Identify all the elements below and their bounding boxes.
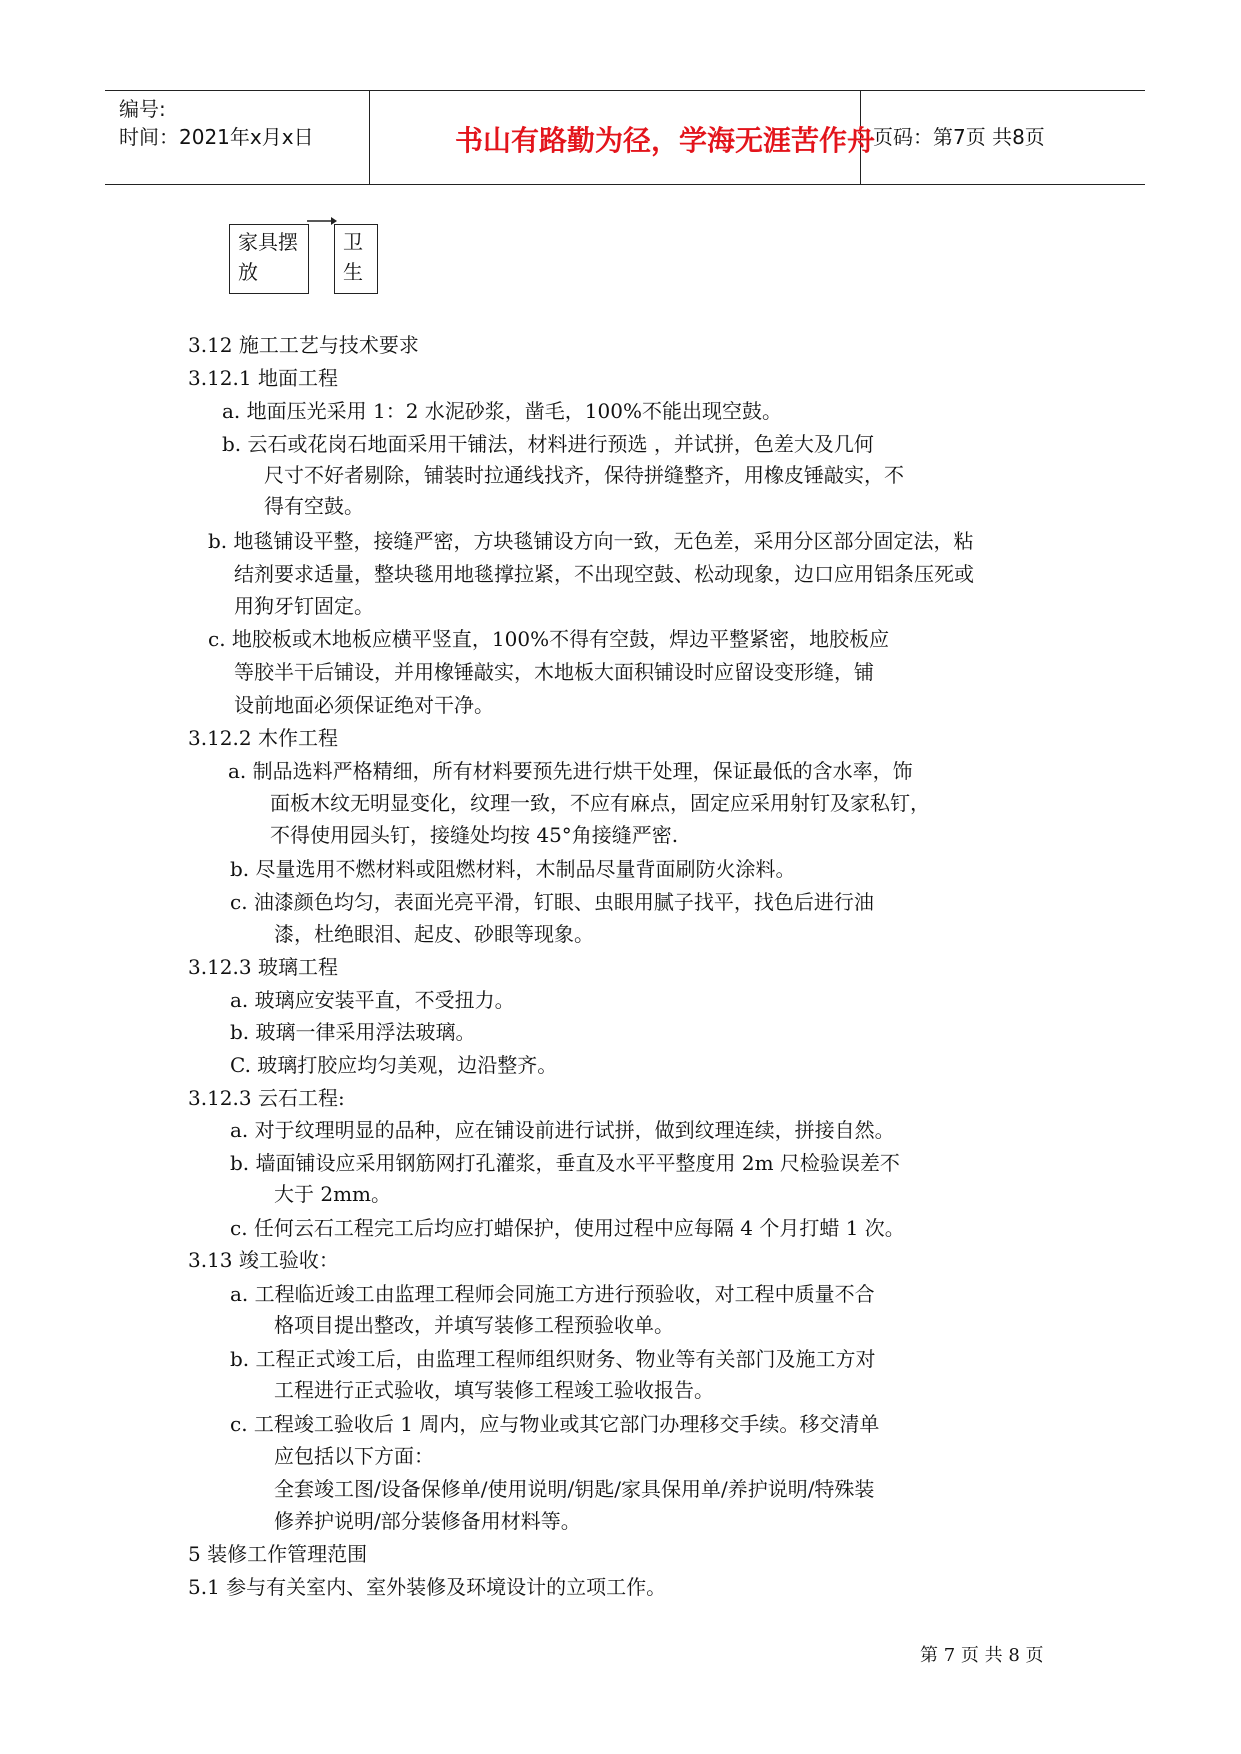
list-item: a. 玻璃应安装平直，不受扭力。: [230, 988, 515, 1012]
list-item: c. 地胶板或木地板应横平竖直，100%不得有空鼓，焊边平整紧密，地胶板应: [208, 627, 890, 651]
section-heading: 3.13 竣工验收：: [188, 1248, 339, 1272]
list-item-cont: 尺寸不好者剔除，铺装时拉通线找齐，保待拼缝整齐，用橡皮锤敲实，不: [264, 463, 904, 487]
list-item: a. 制品选料严格精细，所有材料要预先进行烘干处理，保证最低的含水率，饰: [228, 759, 913, 783]
list-item-cont: 得有空鼓。: [264, 494, 364, 518]
list-item-cont: 漆，杜绝眼泪、起皮、砂眼等现象。: [274, 922, 594, 946]
list-item: b. 玻璃一律采用浮法玻璃。: [230, 1020, 476, 1044]
list-item: b. 地毯铺设平整，接缝严密，方块毯铺设方向一致，无色差，采用分区部分固定法，粘: [208, 529, 974, 553]
list-item-cont: 应包括以下方面：: [274, 1444, 434, 1468]
list-item: b. 云石或花岗石地面采用干铺法，材料进行预选 ，并试拼，色差大及几何: [222, 432, 874, 456]
subsection-heading: 3.12.1 地面工程: [188, 366, 338, 390]
arrow-right-icon: [307, 214, 337, 228]
list-item: b. 墙面铺设应采用钢筋网打孔灌浆，垂直及水平平整度用 2m 尺检验误差不: [230, 1151, 900, 1175]
header-left: [119, 95, 314, 151]
list-item-cont: 设前地面必须保证绝对干净。: [234, 693, 494, 717]
section-heading: 5 装修工作管理范围: [188, 1542, 368, 1566]
section-heading: 3.12 施工工艺与技术要求: [188, 333, 419, 357]
list-item: c. 油漆颜色均匀，表面光亮平滑，钉眼、虫眼用腻子找平，找色后进行油: [230, 890, 874, 914]
list-item: c. 任何云石工程完工后均应打蜡保护，使用过程中应每隔 4 个月打蜡 1 次。: [230, 1216, 905, 1240]
subsection-heading: 3.12.3 云石工程:: [188, 1086, 345, 1110]
flow-box-cleaning: 卫生: [334, 224, 378, 294]
section-item: 5.1 参与有关室内、室外装修及环境设计的立项工作。: [188, 1575, 667, 1599]
list-item-cont: 修养护说明/部分装修备用材料等。: [274, 1509, 581, 1533]
list-item-cont: 面板木纹无明显变化，纹理一致，不应有麻点，固定应采用射钉及家私钉，: [270, 791, 930, 815]
motto: 书山有路勤为径，学海无涯苦作舟: [454, 124, 875, 157]
flow-box-furniture: 家具摆放: [229, 224, 309, 294]
list-item-cont: 格项目提出整改，并填写装修工程预验收单。: [274, 1313, 674, 1337]
subsection-heading: 3.12.2 木作工程: [188, 726, 338, 750]
list-item: c. 工程竣工验收后 1 周内，应与物业或其它部门办理移交手续。移交清单: [230, 1412, 880, 1436]
list-item: a. 工程临近竣工由监理工程师会同施工方进行预验收，对工程中质量不合: [230, 1282, 875, 1306]
list-item-cont: 全套竣工图/设备保修单/使用说明/钥匙/家具保用单/养护说明/特殊装: [274, 1477, 875, 1501]
page-footer: 第 7 页 共 8 页: [920, 1645, 1044, 1666]
time-label: 时间：2021年x月x日: [119, 125, 314, 149]
list-item-cont: 不得使用园头钉，接缝处均按 45°角接缝严密.: [270, 823, 679, 847]
subsection-heading: 3.12.3 玻璃工程: [188, 955, 338, 979]
list-item-cont: 大于 2mm。: [274, 1182, 392, 1206]
list-item: a. 地面压光采用 1：2 水泥砂浆，凿毛，100%不能出现空鼓。: [222, 399, 782, 423]
number-label: 编号:: [119, 97, 166, 121]
list-item-cont: 工程进行正式验收，填写装修工程竣工验收报告。: [274, 1378, 714, 1402]
list-item: a. 对于纹理明显的品种，应在铺设前进行试拼，做到纹理连续，拼接自然。: [230, 1118, 895, 1142]
list-item: C. 玻璃打胶应均匀美观，边沿整齐。: [230, 1053, 558, 1077]
list-item-cont: 结剂要求适量，整块毯用地毯撑拉紧，不出现空鼓、松动现象，边口应用铝条压死或: [234, 562, 974, 586]
list-item-cont: 用狗牙钉固定。: [234, 594, 374, 618]
list-item-cont: 等胶半干后铺设，并用橡锤敲实，木地板大面积铺设时应留设变形缝，铺: [234, 660, 874, 684]
page-label: 页码：第7页 共8页: [873, 125, 1045, 149]
list-item: b. 工程正式竣工后，由监理工程师组织财务、物业等有关部门及施工方对: [230, 1347, 876, 1371]
list-item: b. 尽量选用不燃材料或阻燃材料，木制品尽量背面刷防火涂料。: [230, 857, 796, 881]
page-header: [105, 90, 1145, 185]
